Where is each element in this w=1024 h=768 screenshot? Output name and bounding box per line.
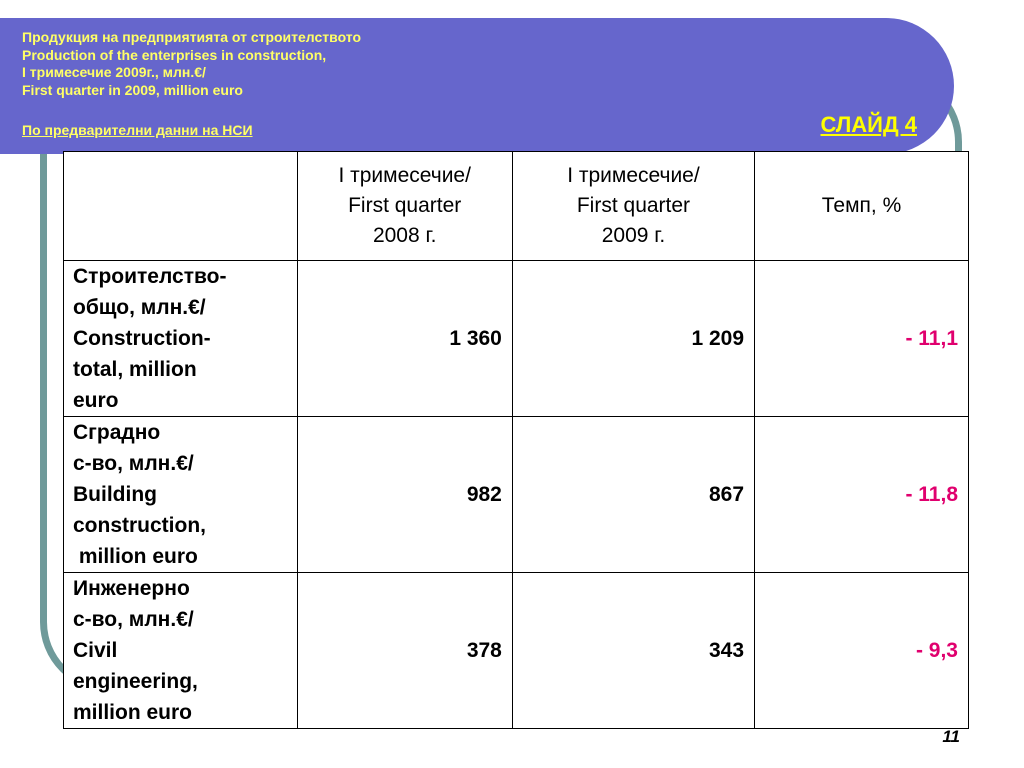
value-q1-2009: 343: [512, 573, 754, 729]
row-label-total: Строителство- общо, млн.€/ Construction- total, million euro: [64, 261, 298, 417]
header-cell-q1-2008: I тримесечие/ First quarter 2008 г.: [297, 152, 512, 261]
page-number: 11: [942, 727, 960, 746]
table-row: [64, 261, 969, 417]
header-cell-empty: [64, 152, 298, 261]
table-row: [64, 417, 969, 573]
row-label-civil: Инженерно с-во, млн.€/ Civil engineering, million euro: [64, 573, 298, 729]
table-header-row: [64, 152, 969, 261]
slide-label: СЛАЙД 4: [820, 112, 917, 137]
value-q1-2008: 1 360: [297, 261, 512, 417]
value-q1-2009: 1 209: [512, 261, 754, 417]
header-title-block: [22, 29, 361, 99]
value-rate: - 11,8: [755, 417, 969, 573]
header-cell-q1-2009: I тримесечие/ First quarter 2009 г.: [512, 152, 754, 261]
header-line-period-bg: I тримесечие 2009г., млн.€/: [22, 64, 206, 80]
row-label-building: Сградно с-во, млн.€/ Building construction, million euro: [64, 417, 298, 573]
header-line-en: Production of the enterprises in construction,: [22, 46, 327, 63]
source-note: По предварителни данни на НСИ: [22, 122, 253, 138]
table-row: [64, 573, 969, 729]
header-line-bg: Продукция на предприятията от строителството: [22, 29, 362, 45]
production-table: [63, 151, 969, 729]
value-q1-2009: 867: [512, 417, 754, 573]
value-q1-2008: 378: [297, 573, 512, 729]
value-q1-2008: 982: [297, 417, 512, 573]
value-rate: - 9,3: [755, 573, 969, 729]
value-rate: - 11,1: [755, 261, 969, 417]
header-cell-rate: Темп, %: [755, 152, 969, 261]
header-line-period-en: First quarter in 2009, million euro: [22, 81, 243, 98]
